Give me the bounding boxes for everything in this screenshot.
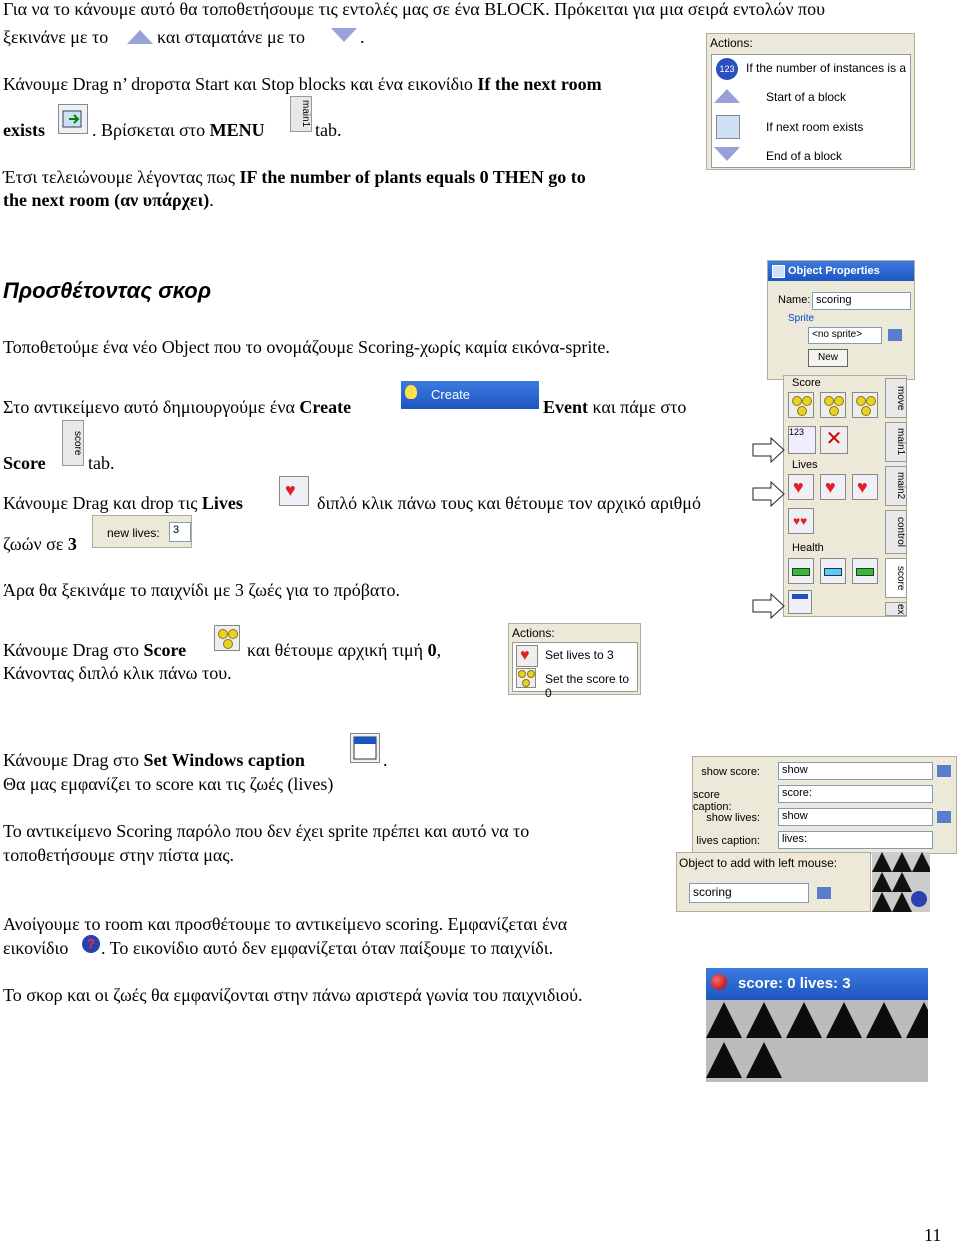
sprite-select[interactable]: <no sprite> <box>808 327 882 344</box>
text-fragment: ζωών σε 3 <box>3 534 77 554</box>
text-line: Το αντικείμενο Scoring παρόλο που δεν έχει sprite πρέπει και αυτό να το <box>3 821 530 841</box>
instances-icon: 123 <box>716 58 738 80</box>
tab-score[interactable]: score <box>885 558 907 598</box>
draw-lives-icon[interactable]: ♥♥ <box>788 508 814 534</box>
sprite-menu-icon[interactable] <box>888 329 902 341</box>
score-coins-icon[interactable] <box>788 392 814 418</box>
text-line: Κάνουμε Drag n’ dropστα Start και Stop blocks και ένα εικονίδιο If the next room <box>3 74 602 94</box>
next-room-icon <box>58 104 88 134</box>
text-fragment: exists <box>3 120 45 140</box>
room-grid-preview <box>872 852 930 912</box>
action-item[interactable]: Set the score to 0 <box>545 672 630 700</box>
game-titlebar <box>706 968 928 1000</box>
menu-icon[interactable] <box>817 887 831 899</box>
tab-main2[interactable]: main2 <box>885 466 907 506</box>
actions-library-panel <box>783 375 907 617</box>
next-room-icon <box>716 115 740 139</box>
game-icon <box>711 974 727 990</box>
menu-icon[interactable] <box>937 811 951 823</box>
name-field[interactable]: scoring <box>812 292 911 310</box>
score-caption-label: score caption: <box>693 789 732 813</box>
text-line: Κάνοντας διπλό κλικ πάνω του. <box>3 663 232 683</box>
group-label: Health <box>792 542 824 554</box>
text-fragment: . Το εικονίδιο αυτό δεν εμφανίζεται όταν παίξουμε το παιχνίδι. <box>101 938 554 958</box>
up-triangle-icon <box>127 30 153 44</box>
score-tab-icon: score <box>62 420 84 466</box>
arrow-indicators <box>752 437 786 627</box>
text-line: Έτσι τελειώνουμε λέγοντας πως IF the number of plants equals 0 THEN go to <box>3 167 586 187</box>
sprite-group-label: Sprite <box>788 313 815 324</box>
create-bulb-icon <box>405 385 417 399</box>
caption-icon <box>350 733 380 763</box>
down-triangle-icon <box>714 147 740 161</box>
name-label: Name: <box>778 294 811 306</box>
tab-control[interactable]: control <box>885 510 907 554</box>
text-fragment: εικονίδιο <box>3 938 69 958</box>
heart-icon[interactable]: ♥ <box>852 474 878 500</box>
action-item[interactable]: If the number of instances is a <box>746 61 907 75</box>
heart-icon: ♥ <box>516 645 538 667</box>
action-item[interactable]: End of a block <box>766 149 843 163</box>
text-fragment: διπλό κλικ πάνω τους και θέτουμε τον αρχικό αριθμό <box>317 493 701 513</box>
tab-move[interactable]: move <box>885 378 907 418</box>
text-line: Στο αντικείμενο αυτό δημιουργούμε ένα Create <box>3 397 352 417</box>
text-line: Το σκορ και οι ζωές θα εμφανίζονται στην πάνω αριστερά γωνία του παιχνιδιού. <box>3 985 583 1005</box>
create-event-button[interactable]: Create <box>401 381 539 409</box>
main1-tab-icon: main1 <box>290 96 312 132</box>
text-line: Για να το κάνουμε αυτό θα τοποθετήσουμε τις εντολές μας σε ένα BLOCK. Πρόκειται για μια σειρά εντολών που <box>3 0 825 19</box>
text-line: Θα μας εμφανίζει το score και τις ζωές (lives) <box>3 774 334 794</box>
actions-panel-lives-score <box>508 623 641 700</box>
score-coins-icon[interactable] <box>820 392 846 418</box>
caption-settings-panel <box>692 756 957 854</box>
text-line: ξεκινάνε με το <box>3 27 109 47</box>
actions-panel <box>706 33 915 170</box>
score-caption-field[interactable]: score: <box>778 785 933 803</box>
heart-icon[interactable]: ♥ <box>820 474 846 500</box>
tab-extra[interactable]: ex <box>885 602 907 616</box>
new-lives-panel <box>92 515 192 548</box>
object-properties-window <box>767 260 915 380</box>
tab-main1[interactable]: main1 <box>885 422 907 462</box>
section-heading: Προσθέτοντας σκορ <box>3 278 212 303</box>
text-fragment: . Βρίσκεται στο MENU <box>92 120 265 140</box>
score-coins-icon[interactable] <box>852 392 878 418</box>
highscore-icon[interactable]: 123 <box>788 426 816 454</box>
game-window <box>706 968 928 1082</box>
health-icon[interactable] <box>820 558 846 584</box>
text-fragment: Score <box>3 453 46 473</box>
panel-title: Actions: <box>710 36 753 50</box>
object-select[interactable]: scoring <box>689 883 809 903</box>
show-lives-field[interactable]: show <box>778 808 933 826</box>
health-icon[interactable] <box>788 558 814 584</box>
text-fragment: Κάνουμε Drag στο Score <box>3 640 187 660</box>
heart-icon: ♥ <box>279 476 309 506</box>
down-triangle-icon <box>331 28 357 42</box>
game-board <box>706 1000 928 1082</box>
menu-icon[interactable] <box>937 765 951 777</box>
text-fragment: . <box>383 750 388 770</box>
show-score-field[interactable]: show <box>778 762 933 780</box>
action-item[interactable]: Start of a block <box>766 90 847 104</box>
score-coins-icon <box>214 625 240 651</box>
health-icon[interactable] <box>852 558 878 584</box>
text-line: Κάνουμε Drag και drop τις Lives <box>3 493 243 513</box>
group-label: Lives <box>792 459 818 471</box>
window-title: Object Properties <box>768 261 914 281</box>
text-fragment: και σταματάνε με το <box>157 27 305 47</box>
text-line: τοποθετήσουμε στην πίστα μας. <box>3 845 234 865</box>
text-fragment: . <box>360 27 365 47</box>
up-triangle-icon <box>714 89 740 103</box>
new-lives-field[interactable]: 3 <box>169 522 191 542</box>
action-item[interactable]: Set lives to 3 <box>545 648 614 662</box>
text-fragment: tab. <box>315 120 342 140</box>
text-fragment: Event και πάμε στο <box>543 397 687 417</box>
panel-title: Actions: <box>512 626 555 640</box>
score-coins-icon <box>516 668 536 688</box>
show-score-label: show score: <box>701 766 760 778</box>
page-number: 11 <box>924 1225 942 1245</box>
text-line: Άρα θα ξεκινάμε το παιχνίδι με 3 ζωές για το πρόβατο. <box>3 580 401 600</box>
question-icon: ? <box>82 935 100 953</box>
lives-caption-field[interactable]: lives: <box>778 831 933 849</box>
show-lives-label: show lives: <box>706 812 760 824</box>
text-line: Τοποθετούμε ένα νέο Object που το ονομάζουμε Scoring-χωρίς καμία εικόνα-sprite. <box>3 337 610 357</box>
text-fragment: και θέτουμε αρχική τιμή 0, <box>247 640 442 660</box>
window-icon <box>772 265 785 278</box>
game-caption: score: 0 lives: 3 <box>738 975 851 992</box>
new-sprite-button[interactable]: New <box>808 349 848 367</box>
lives-caption-label: lives caption: <box>696 835 760 847</box>
text-fragment: tab. <box>88 453 115 473</box>
room-object-panel <box>676 852 871 912</box>
clear-highscore-icon[interactable]: ✕ <box>820 426 848 454</box>
group-label: Score <box>792 377 821 389</box>
text-line: the next room (αν υπάρχει). <box>3 190 214 210</box>
action-item[interactable]: If next room exists <box>766 120 864 134</box>
caption-icon[interactable] <box>788 590 812 614</box>
new-lives-label: new lives: <box>107 526 160 540</box>
text-line: Ανοίγουμε το room και προσθέτουμε το αντικείμενο scoring. Εμφανίζεται ένα <box>3 914 568 934</box>
heart-icon[interactable]: ♥ <box>788 474 814 500</box>
object-to-add-label: Object to add with left mouse: <box>679 856 838 870</box>
text-fragment: Κάνουμε Drag στο Set Windows caption <box>3 750 305 770</box>
